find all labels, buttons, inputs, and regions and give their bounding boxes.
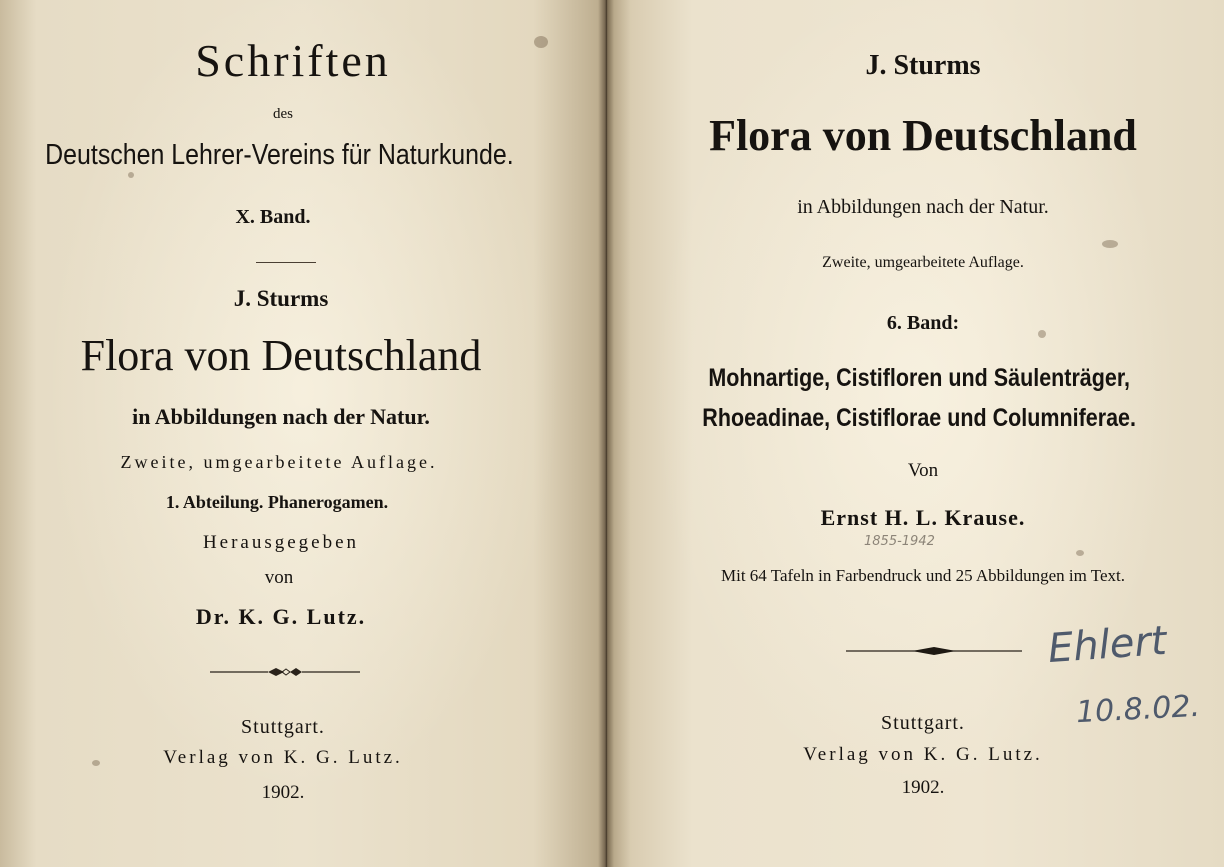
author-left: J. Sturms — [233, 286, 329, 311]
divider-short — [256, 262, 316, 263]
year-left: 1902. — [261, 782, 305, 803]
series-title: Schriften — [195, 35, 391, 86]
content-line-1: Mohnartige, Cistifloren und Säulenträger, — [708, 364, 1130, 392]
series-society: Deutschen Lehrer-Vereins für Naturkunde. — [44, 139, 514, 171]
ornament-right — [846, 644, 1022, 656]
writer-dates-pencil: 1855-1942 — [864, 534, 935, 549]
book-gutter — [598, 0, 614, 867]
division-left: 1. Abteilung. Phanerogamen. — [165, 492, 389, 512]
publisher-right: Verlag von K. G. Lutz. — [803, 744, 1043, 765]
right-page — [606, 0, 1224, 867]
year-right: 1902. — [901, 777, 945, 798]
subtitle-right: in Abbildungen nach der Natur. — [797, 196, 1049, 218]
stain — [128, 172, 134, 178]
edition-left: Zweite, umgearbeitete Auflage. — [120, 452, 438, 472]
von-left: von — [264, 567, 294, 588]
title-right: Flora von Deutschland — [709, 111, 1137, 160]
stain — [1076, 550, 1084, 556]
editor-name: Dr. K. G. Lutz. — [195, 604, 367, 629]
handwritten-date: 10.8.02. — [1075, 688, 1201, 731]
volume-right: 6. Band: — [886, 312, 960, 334]
series-des: des — [273, 106, 293, 122]
writer-name: Ernst H. L. Krause. — [820, 505, 1026, 530]
publisher-left: Verlag von K. G. Lutz. — [163, 747, 403, 768]
handwritten-owner: Ehlert — [1046, 617, 1168, 673]
content-line-2: Rhoeadinae, Cistiflorae und Columniferae. — [702, 404, 1136, 432]
place-right: Stuttgart. — [881, 712, 965, 734]
ornament-left — [210, 665, 360, 677]
left-page — [0, 0, 606, 867]
stain — [1102, 240, 1118, 248]
subtitle-left: in Abbildungen nach der Natur. — [132, 404, 430, 429]
place-left: Stuttgart. — [241, 716, 325, 738]
author-right: J. Sturms — [865, 50, 981, 81]
edition-right: Zweite, umgearbeitete Auflage. — [822, 254, 1024, 271]
edited-by: Herausgegeben — [202, 532, 360, 553]
von-right: Von — [907, 460, 939, 481]
series-volume: X. Band. — [235, 206, 311, 228]
title-left: Flora von Deutschland — [80, 331, 482, 380]
illustrations-note: Mit 64 Tafeln in Farbendruck und 25 Abbildungen im Text. — [721, 566, 1125, 585]
